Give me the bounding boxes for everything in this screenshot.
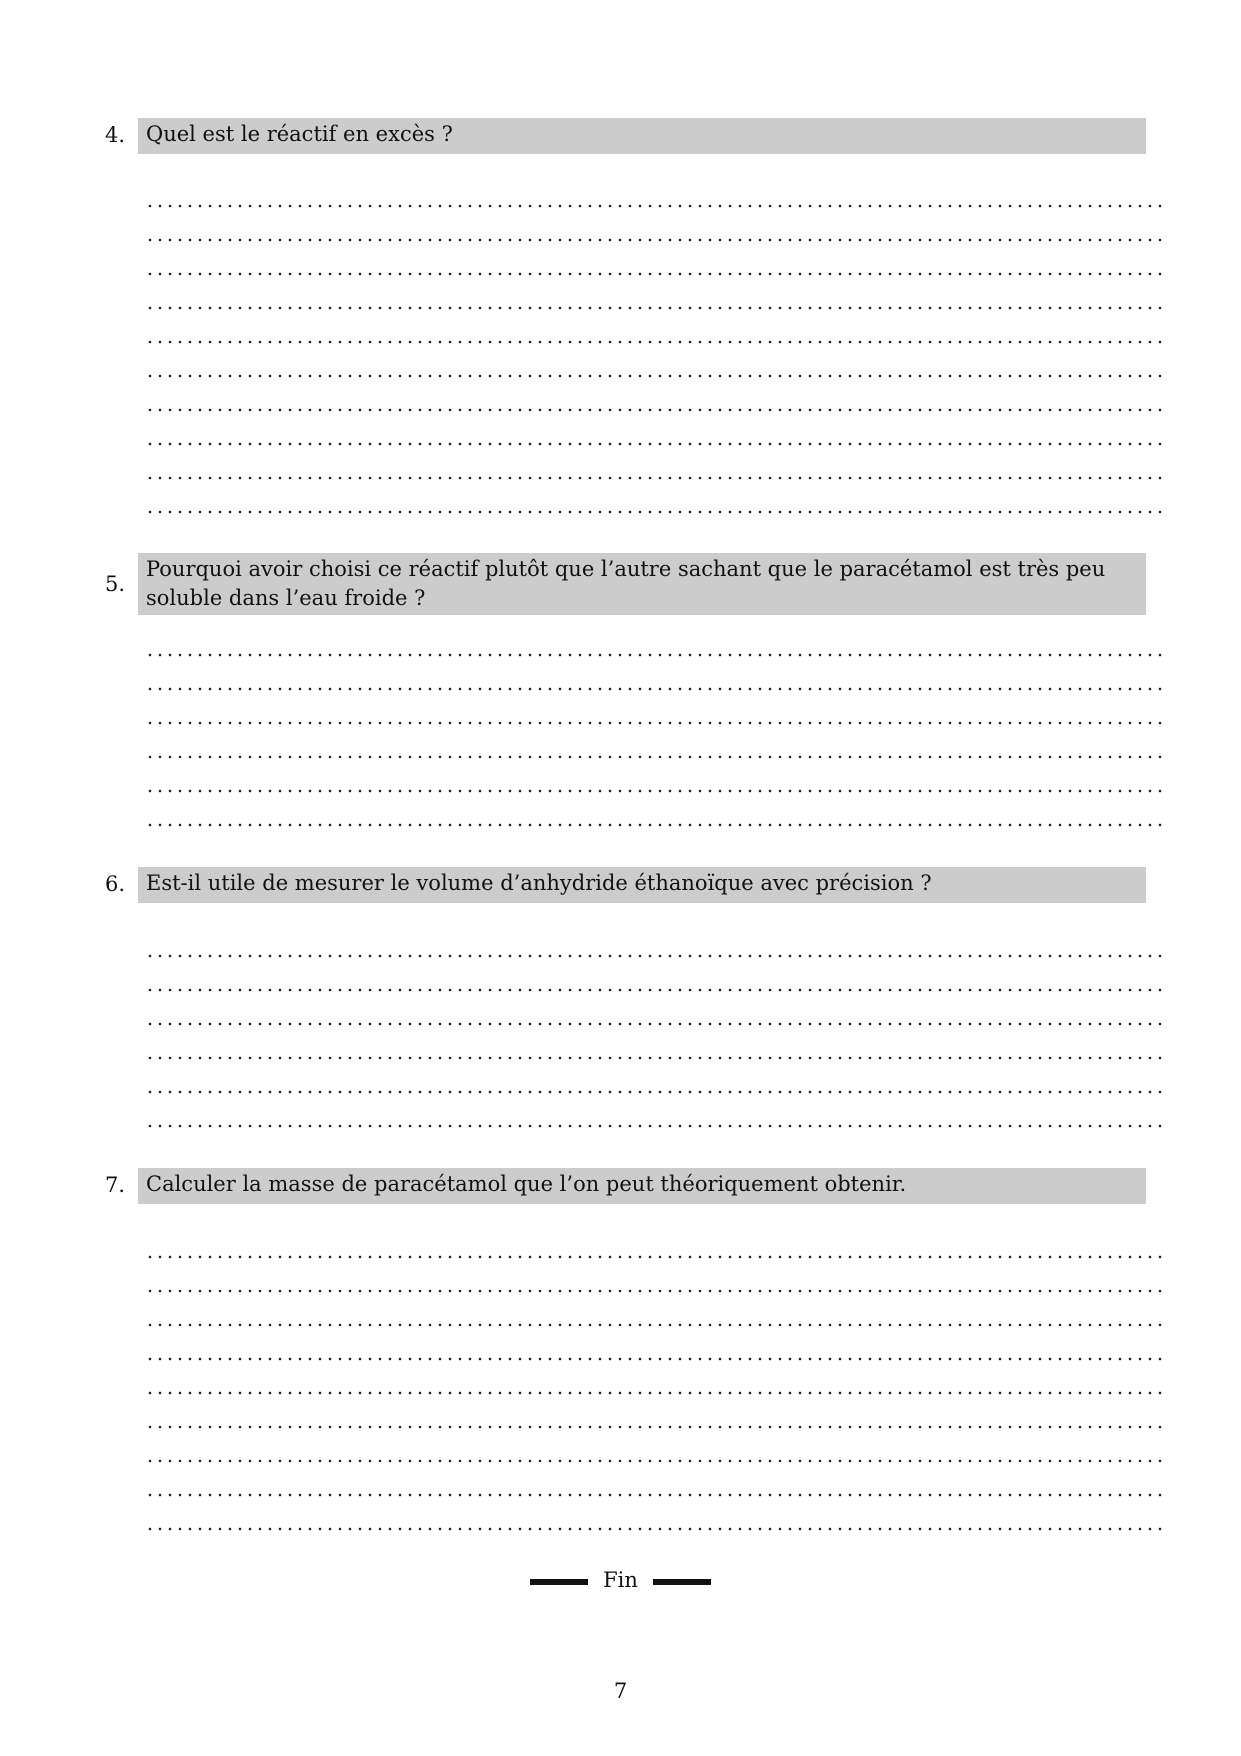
question-number: 5.: [105, 572, 126, 596]
answer-line: [145, 382, 1165, 416]
answer-line: [145, 280, 1165, 314]
answer-line: [145, 729, 1165, 763]
answer-line: [145, 1433, 1165, 1467]
answer-line: [145, 996, 1165, 1030]
answer-line: [145, 1263, 1165, 1297]
answer-line: [145, 661, 1165, 695]
answer-lines: [145, 627, 1165, 831]
answer-line: [145, 1064, 1165, 1098]
question-prompt: Calculer la masse de paracétamol que l’on peut théoriquement obtenir.: [138, 1168, 1146, 1204]
answer-line: [145, 1098, 1165, 1132]
end-rule-left: [530, 1579, 588, 1585]
end-label: Fin: [603, 1568, 638, 1592]
answer-line: [145, 1467, 1165, 1501]
answer-lines: [145, 178, 1165, 518]
answer-line: [145, 1365, 1165, 1399]
answer-line: [145, 695, 1165, 729]
answer-line: [145, 763, 1165, 797]
question-prompt: Est-il utile de mesurer le volume d’anhydride éthanoïque avec précision ?: [138, 867, 1146, 903]
answer-line: [145, 416, 1165, 450]
answer-line: [145, 314, 1165, 348]
answer-line: [145, 962, 1165, 996]
answer-line: [145, 797, 1165, 831]
answer-line: [145, 212, 1165, 246]
answer-lines: [145, 1229, 1165, 1535]
answer-line: [145, 1030, 1165, 1064]
answer-line: [145, 484, 1165, 518]
end-rule-right: [653, 1579, 711, 1585]
answer-lines: [145, 928, 1165, 1132]
question-prompt: Pourquoi avoir choisi ce réactif plutôt que l’autre sachant que le paracétamol est très peu soluble dans l’eau froide ?: [138, 553, 1146, 615]
answer-line: [145, 246, 1165, 280]
answer-line: [145, 450, 1165, 484]
page-number: 7: [613, 1679, 628, 1703]
question-number: 6.: [105, 872, 126, 896]
answer-line: [145, 348, 1165, 382]
question-number: 7.: [105, 1173, 126, 1197]
answer-line: [145, 178, 1165, 212]
question-number: 4.: [105, 123, 126, 147]
answer-line: [145, 627, 1165, 661]
answer-line: [145, 1501, 1165, 1535]
answer-line: [145, 1229, 1165, 1263]
answer-line: [145, 1331, 1165, 1365]
answer-line: [145, 928, 1165, 962]
end-marker: [0, 1565, 1241, 1595]
answer-line: [145, 1297, 1165, 1331]
answer-line: [145, 1399, 1165, 1433]
question-prompt: Quel est le réactif en excès ?: [138, 118, 1146, 154]
